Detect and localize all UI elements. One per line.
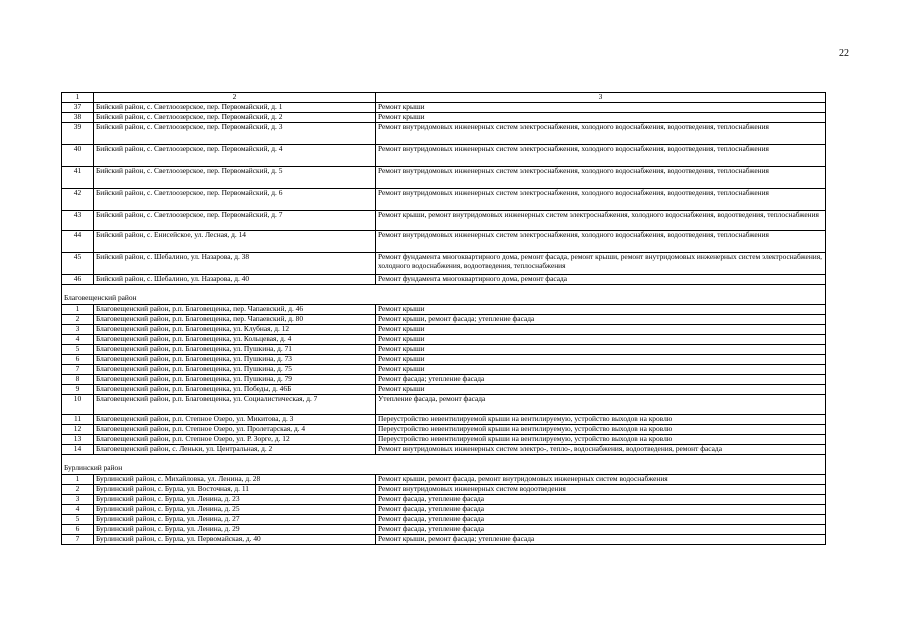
row-address: Бийский район, с. Шебалино, ул. Назарова, д. 40 xyxy=(94,275,376,285)
table-row xyxy=(62,315,826,325)
row-address: Бурлинский район, с. Бурла, ул. Восточная, д. 11 xyxy=(94,485,376,495)
row-number: 1 xyxy=(62,305,94,315)
row-address: Бийский район, с. Светлоозерское, пер. Первомайский, д. 1 xyxy=(94,103,376,113)
row-address: Бийский район, с. Светлоозерское, пер. Первомайский, д. 2 xyxy=(94,113,376,123)
row-work-type: Ремонт внутридомовых инженерных систем электроснабжения, холодного водоснабжения, водоотведения, теплоснабжения xyxy=(376,123,826,145)
row-number: 42 xyxy=(62,189,94,211)
row-address: Благовещенский район, р.п. Благовещенка, пер. Чапаевский, д. 80 xyxy=(94,315,376,325)
row-work-type: Ремонт крыши xyxy=(376,335,826,345)
row-address: Благовещенский район, р.п. Благовещенка, ул. Клубная, д. 12 xyxy=(94,325,376,335)
row-number: 37 xyxy=(62,103,94,113)
row-address: Благовещенский район, р.п. Благовещенка, ул. Пушкина, д. 71 xyxy=(94,345,376,355)
row-work-type: Ремонт крыши, ремонт внутридомовых инженерных систем электроснабжения, холодного водоснабжения, водоотведения, теплоснабжения xyxy=(376,211,826,231)
table-row xyxy=(62,325,826,335)
table-row xyxy=(62,355,826,365)
row-address: Благовещенский район, р.п. Благовещенка, ул. Победы, д. 46Б xyxy=(94,385,376,395)
table-row xyxy=(62,485,826,495)
district-heading-row xyxy=(62,285,826,305)
row-number: 9 xyxy=(62,385,94,395)
table-row xyxy=(62,103,826,113)
row-number: 3 xyxy=(62,325,94,335)
table-row xyxy=(62,435,826,445)
row-number: 4 xyxy=(62,505,94,515)
row-address: Благовещенский район, р.п. Благовещенка, ул. Социалистическая, д. 7 xyxy=(94,395,376,415)
row-work-type: Ремонт фасада; утепление фасада xyxy=(376,375,826,385)
table-row xyxy=(62,415,826,425)
district-heading: Бурлинский район xyxy=(62,455,826,475)
row-number: 39 xyxy=(62,123,94,145)
row-work-type: Ремонт внутридомовых инженерных систем электроснабжения, холодного водоснабжения, водоотведения, теплоснабжения xyxy=(376,189,826,211)
row-address: Бийский район, с. Светлоозерское, пер. Первомайский, д. 3 xyxy=(94,123,376,145)
row-address: Бийский район, с. Светлоозерское, пер. Первомайский, д. 6 xyxy=(94,189,376,211)
table-row xyxy=(62,495,826,505)
header-col-1: 1 xyxy=(62,93,94,103)
row-work-type: Ремонт крыши xyxy=(376,345,826,355)
row-number: 7 xyxy=(62,535,94,545)
row-work-type: Переустройство невентилируемой крыши на вентилируемую, устройство выходов на кровлю xyxy=(376,425,826,435)
row-address: Благовещенский район, р.п. Благовещенка, ул. Пушкина, д. 79 xyxy=(94,375,376,385)
table-body xyxy=(62,93,826,545)
table-row xyxy=(62,335,826,345)
table-row xyxy=(62,231,826,253)
row-number: 8 xyxy=(62,375,94,385)
row-work-type: Ремонт внутридомовых инженерных систем электро-, тепло-, водоснабжения, водоотведения, ремонт фасада xyxy=(376,445,826,455)
row-number: 45 xyxy=(62,253,94,275)
table-header-row xyxy=(62,93,826,103)
row-number: 13 xyxy=(62,435,94,445)
table-row xyxy=(62,475,826,485)
table-row xyxy=(62,253,826,275)
row-work-type: Ремонт внутридомовых инженерных систем электроснабжения, холодного водоснабжения, водоотведения, теплоснабжения xyxy=(376,145,826,167)
table-row xyxy=(62,535,826,545)
row-address: Бурлинский район, с. Бурла, ул. Первомайская, д. 40 xyxy=(94,535,376,545)
table-row xyxy=(62,275,826,285)
table-row xyxy=(62,167,826,189)
row-work-type: Ремонт крыши xyxy=(376,355,826,365)
row-work-type: Ремонт крыши xyxy=(376,113,826,123)
table-row xyxy=(62,445,826,455)
row-work-type: Ремонт фасада, утепление фасада xyxy=(376,515,826,525)
table-row xyxy=(62,505,826,515)
row-address: Бийский район, с. Светлоозерское, пер. Первомайский, д. 4 xyxy=(94,145,376,167)
row-number: 2 xyxy=(62,315,94,325)
row-work-type: Ремонт внутридомовых инженерных систем водоотведения xyxy=(376,485,826,495)
district-heading-row xyxy=(62,455,826,475)
row-work-type: Ремонт крыши xyxy=(376,305,826,315)
row-number: 40 xyxy=(62,145,94,167)
table-row xyxy=(62,145,826,167)
row-address: Бийский район, с. Светлоозерское, пер. Первомайский, д. 7 xyxy=(94,211,376,231)
row-number: 12 xyxy=(62,425,94,435)
row-work-type: Переустройство невентилируемой крыши на вентилируемую, устройство выходов на кровлю xyxy=(376,415,826,425)
row-number: 5 xyxy=(62,515,94,525)
row-work-type: Ремонт фасада, утепление фасада xyxy=(376,495,826,505)
table-row xyxy=(62,515,826,525)
row-number: 6 xyxy=(62,355,94,365)
repair-table xyxy=(61,92,826,545)
table-row xyxy=(62,375,826,385)
row-address: Благовещенский район, р.п. Благовещенка, ул. Пушкина, д. 73 xyxy=(94,355,376,365)
row-work-type: Ремонт фасада, утепление фасада xyxy=(376,525,826,535)
row-number: 7 xyxy=(62,365,94,375)
row-number: 46 xyxy=(62,275,94,285)
table-row xyxy=(62,395,826,415)
row-work-type: Ремонт внутридомовых инженерных систем электроснабжения, холодного водоснабжения, водоотведения, теплоснабжения xyxy=(376,167,826,189)
row-address: Бийский район, с. Шебалино, ул. Назарова, д. 38 xyxy=(94,253,376,275)
row-number: 10 xyxy=(62,395,94,415)
district-heading: Благовещенский район xyxy=(62,285,826,305)
row-address: Бийский район, с. Светлоозерское, пер. Первомайский, д. 5 xyxy=(94,167,376,189)
table-row xyxy=(62,525,826,535)
row-number: 11 xyxy=(62,415,94,425)
row-work-type: Ремонт крыши, ремонт фасада; утепление фасада xyxy=(376,535,826,545)
table-row xyxy=(62,365,826,375)
row-address: Бийский район, с. Енисейское, ул. Лесная, д. 14 xyxy=(94,231,376,253)
row-work-type: Ремонт крыши, ремонт фасада, ремонт внутридомовых инженерных систем водоснабжения xyxy=(376,475,826,485)
row-address: Благовещенский район, р.п. Благовещенка, ул. Кольцевая, д. 4 xyxy=(94,335,376,345)
page-number: 22 xyxy=(839,48,849,59)
row-work-type: Ремонт фасада, утепление фасада xyxy=(376,505,826,515)
row-address: Бурлинский район, с. Бурла, ул. Ленина, д. 29 xyxy=(94,525,376,535)
row-address: Бурлинский район, с. Бурла, ул. Ленина, д. 25 xyxy=(94,505,376,515)
row-address: Благовещенский район, р.п. Степное Озеро, ул. Р. Зорге, д. 12 xyxy=(94,435,376,445)
row-number: 4 xyxy=(62,335,94,345)
row-work-type: Ремонт внутридомовых инженерных систем электроснабжения, холодного водоснабжения, водоотведения, теплоснабжения xyxy=(376,231,826,253)
row-work-type: Ремонт крыши xyxy=(376,385,826,395)
row-work-type: Ремонт фундамента многоквартирного дома, ремонт фасада xyxy=(376,275,826,285)
row-number: 6 xyxy=(62,525,94,535)
row-number: 41 xyxy=(62,167,94,189)
row-address: Благовещенский район, р.п. Степное Озеро, ул. Пролетарская, д. 4 xyxy=(94,425,376,435)
row-address: Благовещенский район, р.п. Степное Озеро, ул. Микитова, д. 3 xyxy=(94,415,376,425)
row-address: Бурлинский район, с. Бурла, ул. Ленина, д. 27 xyxy=(94,515,376,525)
row-number: 43 xyxy=(62,211,94,231)
row-work-type: Ремонт крыши, ремонт фасада; утепление фасада xyxy=(376,315,826,325)
row-work-type: Переустройство невентилируемой крыши на вентилируемую, устройство выходов на кровлю xyxy=(376,435,826,445)
row-number: 38 xyxy=(62,113,94,123)
row-number: 14 xyxy=(62,445,94,455)
table-row xyxy=(62,425,826,435)
row-address: Бурлинский район, с. Михайловка, ул. Ленина, д. 28 xyxy=(94,475,376,485)
row-number: 1 xyxy=(62,475,94,485)
row-number: 2 xyxy=(62,485,94,495)
table-row xyxy=(62,189,826,211)
row-number: 44 xyxy=(62,231,94,253)
table-row xyxy=(62,345,826,355)
row-work-type: Ремонт крыши xyxy=(376,365,826,375)
header-col-3: 3 xyxy=(376,93,826,103)
header-col-2: 2 xyxy=(94,93,376,103)
table-row xyxy=(62,123,826,145)
row-address: Благовещенский район, р.п. Благовещенка, пер. Чапаевский, д. 46 xyxy=(94,305,376,315)
row-address: Благовещенский район, с. Леньки, ул. Центральная, д. 2 xyxy=(94,445,376,455)
row-work-type: Ремонт крыши xyxy=(376,325,826,335)
row-number: 5 xyxy=(62,345,94,355)
table-row xyxy=(62,113,826,123)
row-work-type: Утепление фасада, ремонт фасада xyxy=(376,395,826,415)
table-row xyxy=(62,211,826,231)
row-work-type: Ремонт фундамента многоквартирного дома, ремонт фасада, ремонт крыши, ремонт внутридомовых инженерных систем электроснабжения, холодного водоснабжения, водоотведения, теплоснабжения xyxy=(376,253,826,275)
table-row xyxy=(62,305,826,315)
table-row xyxy=(62,385,826,395)
row-address: Бурлинский район, с. Бурла, ул. Ленина, д. 23 xyxy=(94,495,376,505)
row-number: 3 xyxy=(62,495,94,505)
row-address: Благовещенский район, р.п. Благовещенка, ул. Пушкина, д. 75 xyxy=(94,365,376,375)
row-work-type: Ремонт крыши xyxy=(376,103,826,113)
